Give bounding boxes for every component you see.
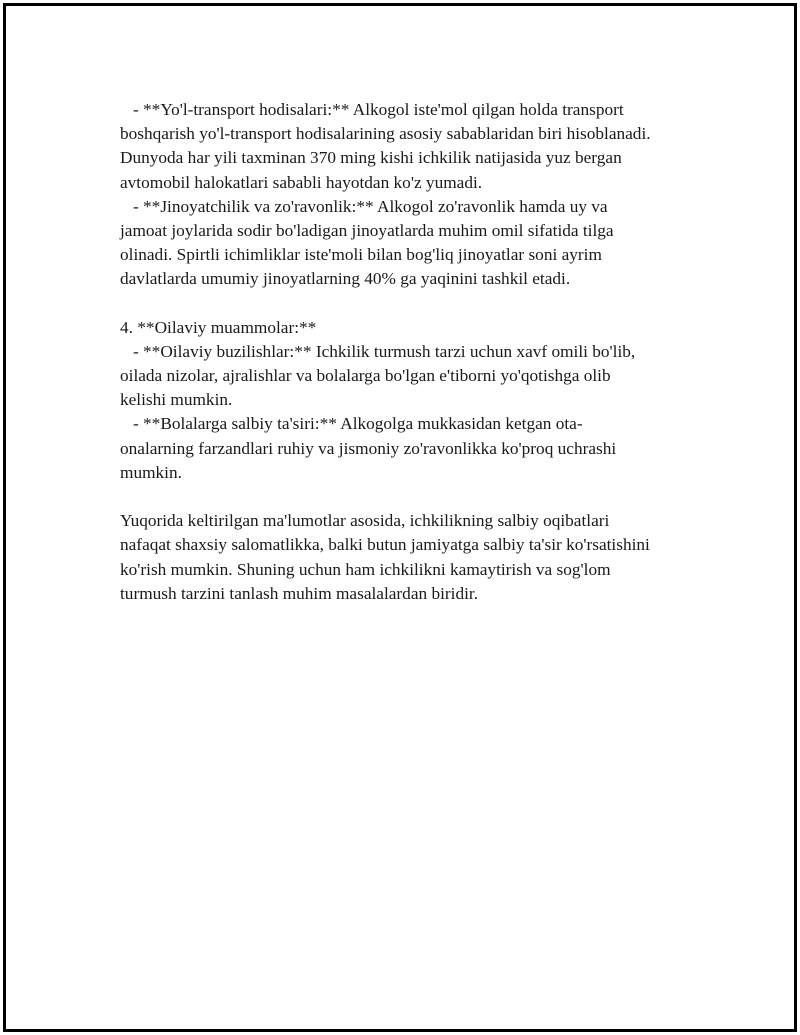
list-item-crime-violence: [120, 195, 700, 292]
text-line: avtomobil halokatlari sababli hayotdan ko'z yumadi.: [120, 172, 483, 192]
list-item-children-impact: [120, 412, 700, 485]
conclusion-paragraph: [120, 509, 700, 606]
text-line: turmush tarzini tanlash muhim masalalardan biridir.: [120, 583, 479, 603]
text-line: Yuqorida keltirilgan ma'lumotlar asosida, ichkilikning salbiy oqibatlari: [120, 511, 610, 531]
text-line: boshqarish yo'l-transport hodisalarining asosiy sabablaridan biri hisoblanadi.: [120, 124, 651, 144]
text-line: mumkin.: [120, 462, 182, 482]
document-body: [120, 98, 700, 606]
text-line: - **Oilaviy buzilishlar:** Ichkilik turmush tarzi uchun xavf omili bo'lib,: [120, 341, 636, 361]
text-line: olinadi. Spirtli ichimliklar iste'moli bilan bog'liq jinoyatlar soni ayrim: [120, 245, 602, 265]
text-line: - **Yo'l-transport hodisalari:** Alkogol iste'mol qilgan holda transport: [120, 100, 624, 119]
paragraph-gap: [120, 292, 700, 316]
document-page: [3, 3, 797, 1032]
text-line: ko'rish mumkin. Shuning uchun ham ichkilikni kamaytirish va sog'lom: [120, 559, 611, 579]
text-line: - **Bolalarga salbiy ta'siri:** Alkogolga mukkasidan ketgan ota-: [120, 414, 583, 434]
text-line: Dunyoda har yili taxminan 370 ming kishi ichkilik natijasida yuz bergan: [120, 148, 622, 168]
list-item-family-breakdown: [120, 340, 700, 413]
text-line: onalarning farzandlari ruhiy va jismoniy zo'ravonlikka ko'proq uchrashi: [120, 438, 617, 458]
text-line: kelishi mumkin.: [120, 390, 233, 410]
section-heading: 4. **Oilaviy muammolar:**: [120, 317, 317, 337]
text-line: davlatlarda umumiy jinoyatlarning 40% ga yaqinini tashkil etadi.: [120, 269, 571, 289]
text-line: - **Jinoyatchilik va zo'ravonlik:** Alkogol zo'ravonlik hamda uy va: [120, 196, 608, 216]
paragraph-gap: [120, 485, 700, 509]
list-item-road-accidents: [120, 98, 700, 195]
text-line: nafaqat shaxsiy salomatlikka, balki butun jamiyatga salbiy ta'sir ko'rsatishini: [120, 535, 650, 555]
text-line: oilada nizolar, ajralishlar va bolalarga bo'lgan e'tiborni yo'qotishga olib: [120, 366, 611, 386]
text-line: jamoat joylarida sodir bo'ladigan jinoyatlarda muhim omil sifatida tilga: [120, 220, 614, 240]
